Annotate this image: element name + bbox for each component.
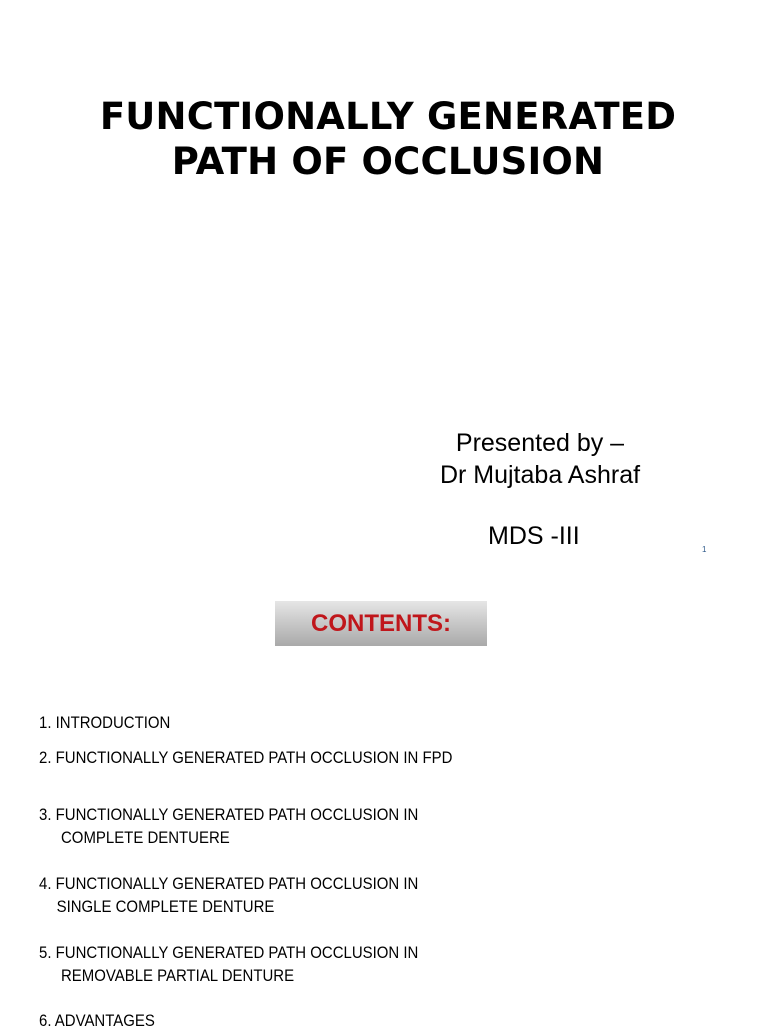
- slide-title-line-1: FUNCTIONALLY GENERATED: [99, 95, 677, 138]
- toc-item-3: [39, 803, 418, 849]
- toc-item-1: [39, 711, 170, 734]
- contents-banner: [275, 601, 487, 646]
- toc-item-5: [39, 941, 418, 987]
- toc-item-text: 4. FUNCTIONALLY GENERATED PATH OCCLUSION IN: [39, 874, 419, 893]
- contents-heading: CONTENTS:: [311, 609, 451, 637]
- presenter-block: [420, 427, 660, 491]
- toc-item-text: 6. ADVANTAGES: [39, 1011, 155, 1030]
- presenter-degree: MDS -III: [488, 522, 580, 550]
- slide-title-line-2: PATH OF OCCLUSION: [171, 140, 605, 183]
- page-number: 1: [702, 545, 707, 554]
- toc-item-continuation: SINGLE COMPLETE DENTURE: [56, 897, 275, 916]
- toc-item-text: 2. FUNCTIONALLY GENERATED PATH OCCLUSION IN FPD: [39, 748, 453, 767]
- toc-item-text: 3. FUNCTIONALLY GENERATED PATH OCCLUSION IN: [39, 805, 419, 824]
- toc-item-2: [39, 746, 452, 769]
- toc-item-6: [39, 1009, 155, 1032]
- toc-item-continuation: REMOVABLE PARTIAL DENTURE: [61, 966, 295, 985]
- toc-item-continuation: COMPLETE DENTUERE: [61, 828, 230, 847]
- toc-item-text: 5. FUNCTIONALLY GENERATED PATH OCCLUSION IN: [39, 943, 419, 962]
- presenter-name: Dr Mujtaba Ashraf: [439, 461, 641, 489]
- toc-item-4: [39, 872, 418, 918]
- slide-title: [0, 94, 768, 184]
- toc-item-text: 1. INTRODUCTION: [39, 713, 171, 732]
- presented-by-label: Presented by –: [455, 429, 625, 457]
